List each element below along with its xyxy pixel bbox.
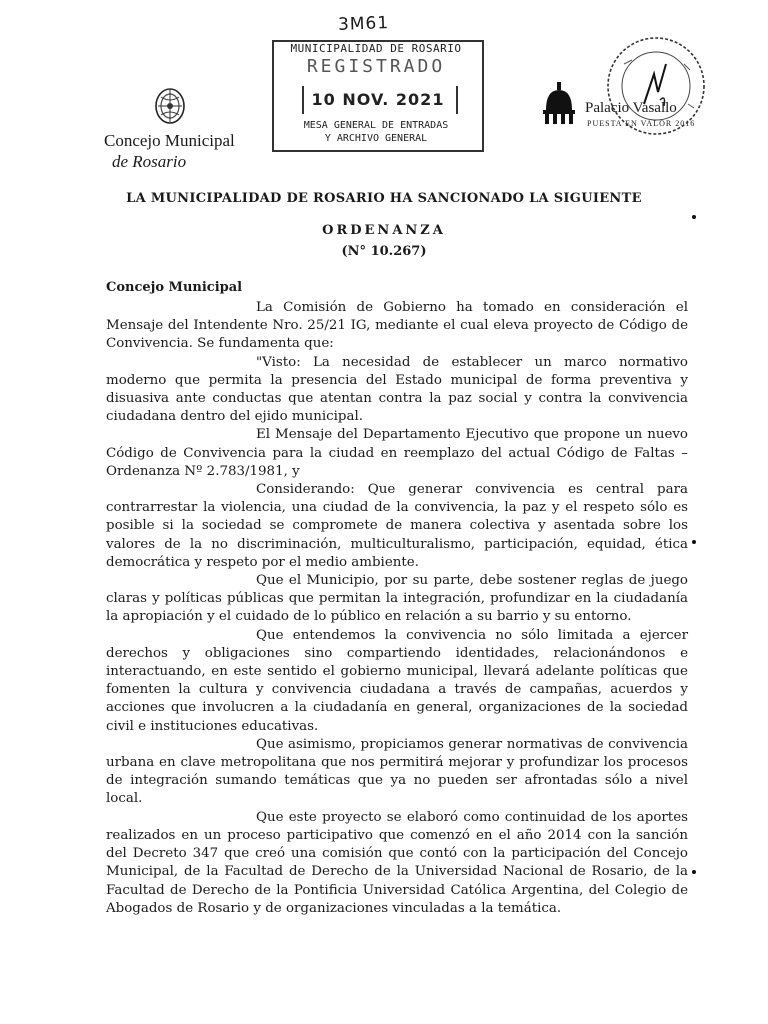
body-paragraph: Que el Municipio, por su parte, debe sostener reglas de juego claras y políticas públicas que permitan la integración, profundizar en la ciudadanía la apropiación y el cuidado de lo público en relación a su barrio y su entorno. (106, 573, 688, 625)
body-paragraph: Que este proyecto se elaboró como continuidad de los aportes realizados en un proceso participativo que comenzó en el año 2014 con la sanción del Decreto 347 que creó una comisión que contó con la participación del Concejo Municipal, de la Facultad de Derecho de la Universidad Nacional de Rosario, de la Facultad de Derecho de la Pontificia Universidad Católica Argentina, del Colegio de Abogados de Rosario y de organizaciones vinculadas a la temática. (106, 809, 688, 916)
stamp-office-line2: Y ARCHIVO GENERAL (324, 133, 428, 144)
registration-stamp (272, 40, 484, 152)
body-paragraph: La Comisión de Gobierno ha tomado en consideración el Mensaje del Intendente Nro. 25/21 IG, mediante el cual eleva proyecto de Código de Convivencia. Se fundamenta que: (106, 300, 688, 352)
council-crest-icon (152, 86, 188, 126)
document-body (106, 299, 688, 918)
council-name (104, 130, 235, 172)
stamp-date: 10 NOV. 2021 (311, 90, 445, 109)
palacio-name: Palacio Vasallo (585, 100, 677, 116)
stamp-office-line1: MESA GENERAL DE ENTRADAS (303, 120, 449, 131)
stamp-registered: REGISTRADO (306, 56, 446, 77)
entry-seal-stamp (604, 34, 708, 138)
body-paragraph: Que entendemos la convivencia no sólo limitada a ejercer derechos y obligaciones sino compartiendo identidades, relacionándonos e interactuando, en este sentido el gobierno municipal, llevará adelante políticas que fomenten la cultura y convivencia ciudadana a través de campañas, acuerdos y acciones que involucren a la ciudadanía en general, organizaciones de la sociedad civil e instituciones educativas. (106, 627, 688, 734)
palacio-tagline: PUESTA EN VALOR 2016 (587, 119, 696, 128)
body-paragraph: "Visto: La necesidad de establecer un marco normativo moderno que permita la presencia del Estado municipal de forma preventiva y disuasiva ante conductas que atentan contra la paz social y contra la convivencia ciudadana dentro del ejido municipal. (106, 354, 688, 425)
body-paragraph: Considerando: Que generar convivencia es central para contrarrestar la violencia, una ciudad de la convivencia, la paz y el respeto sólo es posible si la sociedad se compromete de manera colectiva y asentada sobre los valores de la no discriminación, multiculturalismo, participación, equidad, ética democrática y respeto por el medio ambiente. (106, 482, 688, 570)
council-name-line2: de Rosario (112, 152, 187, 171)
body-paragraph: Que asimismo, propiciamos generar normativas de convivencia urbana en clave metropolitana que nos permitirá mejorar y profundizar los procesos de integración sumando temáticas que ya no pueden ser afrontadas sólo a nivel local. (106, 736, 688, 807)
margin-dot (692, 540, 696, 544)
council-name-line1: Concejo Municipal (104, 131, 235, 150)
margin-dot (692, 870, 696, 874)
palacio-dome-icon (540, 80, 578, 126)
margin-dot (692, 215, 696, 219)
stamp-municipality: MUNICIPALIDAD DE ROSARIO (290, 42, 462, 55)
document-heading: LA MUNICIPALIDAD DE ROSARIO HA SANCIONADO LA SIGUIENTE (126, 191, 642, 206)
section-label: Concejo Municipal (106, 280, 243, 295)
handwritten-note: 3M61 (337, 13, 390, 35)
ordinance-number: (N° 10.267) (341, 244, 427, 259)
document-title: ORDENANZA (322, 223, 446, 238)
body-paragraph: El Mensaje del Departamento Ejecutivo que propone un nuevo Código de Convivencia para la ciudad en reemplazo del actual Código de Faltas – Ordenanza Nº 2.783/1981, y (106, 427, 688, 479)
